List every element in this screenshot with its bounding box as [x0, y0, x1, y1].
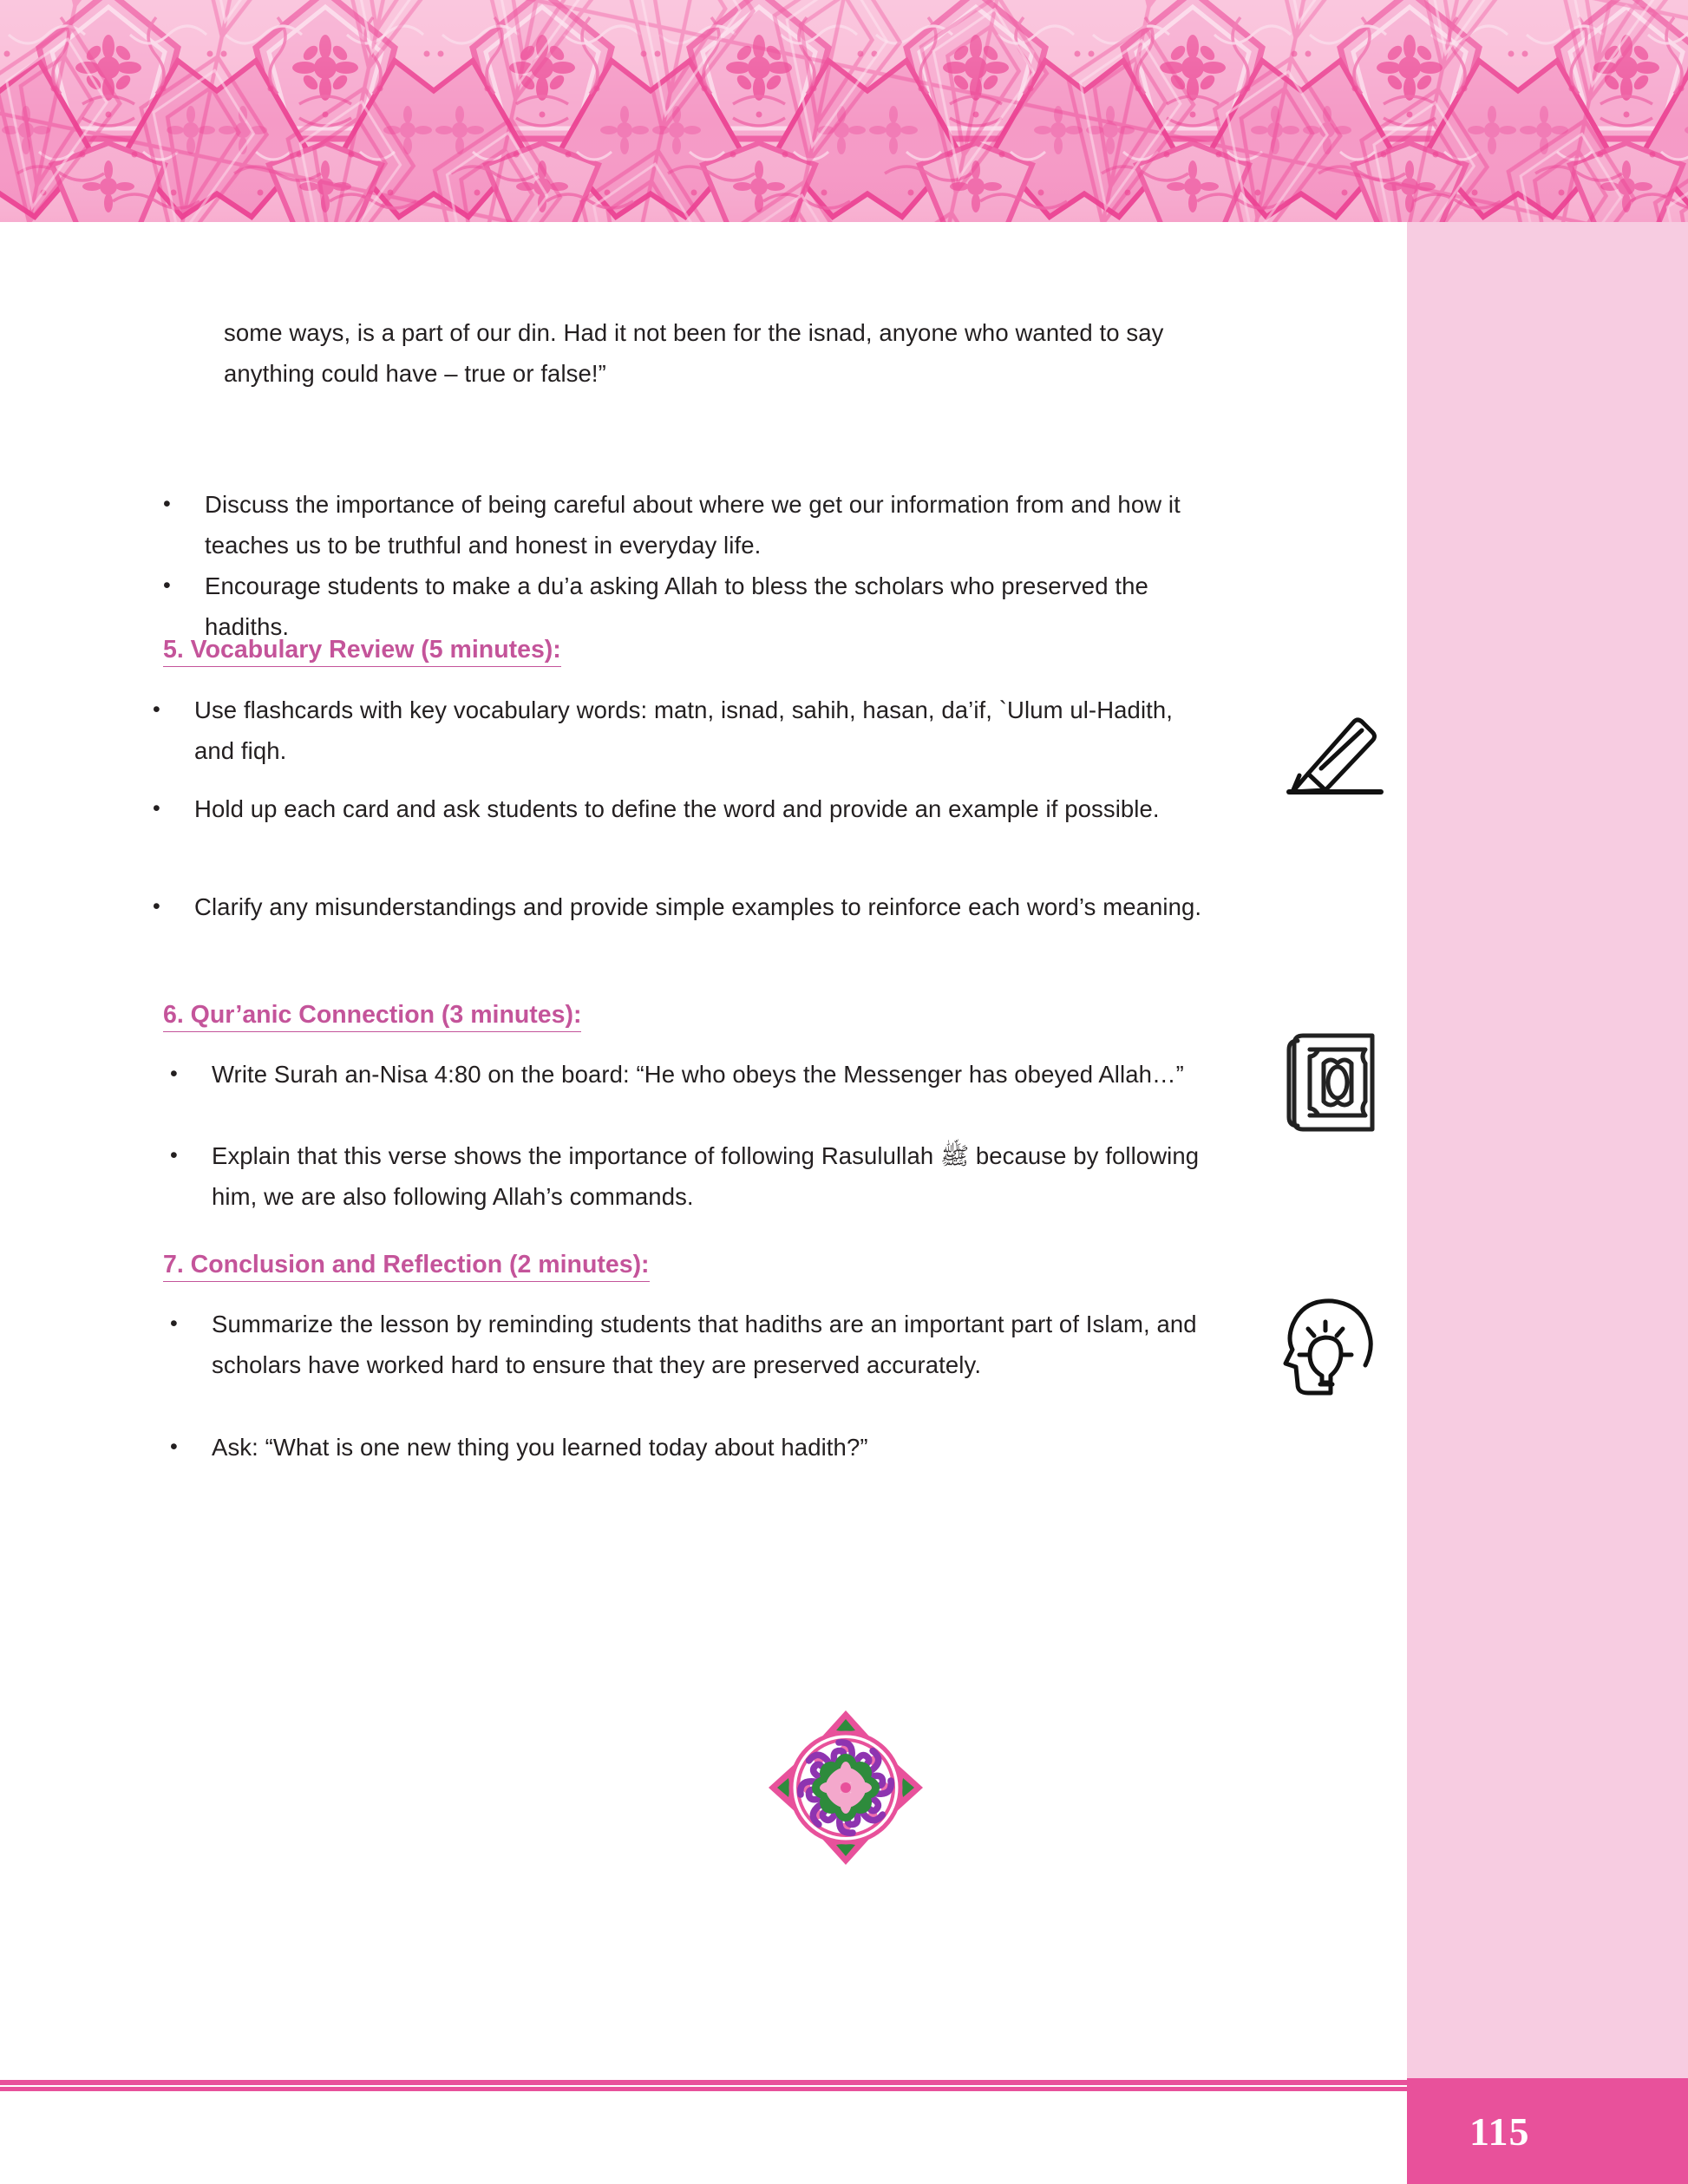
list-item-text: Explain that this verse shows the importance of following Rasulullah ﷺ because by following him, we are also following Allah’s commands. — [212, 1142, 1200, 1210]
list-item-text: Hold up each card and ask students to define the word and provide an example if possible. — [194, 795, 1160, 822]
lead-paragraph: some ways, is a part of our din. Had it not been for the isnad, anyone who wanted to say anything could have – true or false!” — [224, 319, 1164, 387]
list-item — [163, 566, 1208, 647]
bullet-glyph: • — [170, 1143, 178, 1167]
right-sidebar-panel — [1407, 222, 1688, 2078]
footer-rule-line-top — [0, 2080, 1407, 2085]
bullet-glyph: • — [153, 796, 160, 821]
list-item-text: Ask: “What is one new thing you learned today about hadith?” — [212, 1434, 868, 1461]
bullet-glyph: • — [163, 573, 171, 598]
list-item-text: Discuss the importance of being careful about where we get our information from and how it teaches us to be truthful and honest in everyday life. — [205, 491, 1181, 559]
head-lightbulb-icon — [1282, 1292, 1384, 1398]
quran-book-icon — [1282, 1027, 1379, 1138]
pencil-icon — [1282, 706, 1388, 797]
bullet-glyph: • — [153, 894, 160, 919]
bullet-glyph: • — [153, 697, 160, 722]
list-item — [163, 484, 1208, 566]
bullet-glyph: • — [170, 1062, 178, 1086]
bullet-glyph: • — [170, 1311, 178, 1336]
list-item — [153, 690, 1215, 771]
header-ornamental-band — [0, 0, 1688, 222]
list-item — [170, 1135, 1215, 1217]
list-item-text: Summarize the lesson by reminding students that hadiths are an important part of Islam, and scholars have worked hard to ensure that they are preserved accurately. — [212, 1311, 1197, 1378]
list-item — [170, 1427, 1215, 1468]
bullet-glyph: • — [170, 1435, 178, 1459]
section-heading-vocabulary-review: 5. Vocabulary Review (5 minutes): — [163, 636, 561, 667]
page-number: 115 — [1469, 2109, 1530, 2154]
footer-divider-rule — [0, 2080, 1407, 2092]
list-item-text: Use flashcards with key vocabulary words: matn, isnad, sahih, hasan, da’if, `Ulum ul-Hadith, and fiqh. — [194, 696, 1174, 764]
page-content — [0, 222, 1407, 2078]
diamond-medallion-ornament — [763, 1705, 928, 1870]
section-heading-conclusion-and-reflection: 7. Conclusion and Reflection (2 minutes): — [163, 1251, 650, 1282]
list-item — [153, 788, 1215, 829]
footer-rule-line-bottom — [0, 2087, 1407, 2091]
list-item-text: Write Surah an-Nisa 4:80 on the board: “He who obeys the Messenger has obeyed Allah…” — [212, 1061, 1184, 1088]
list-item-text: Clarify any misunderstandings and provide simple examples to reinforce each word’s meaning. — [194, 893, 1202, 920]
bullet-glyph: • — [163, 492, 171, 516]
list-item-text: Encourage students to make a du’a asking Allah to bless the scholars who preserved the hadiths. — [205, 572, 1148, 640]
section-heading-quranic-connection: 6. Qur’anic Connection (3 minutes): — [163, 1001, 581, 1032]
list-item — [153, 886, 1215, 927]
list-item — [170, 1304, 1215, 1385]
list-item — [170, 1054, 1215, 1095]
